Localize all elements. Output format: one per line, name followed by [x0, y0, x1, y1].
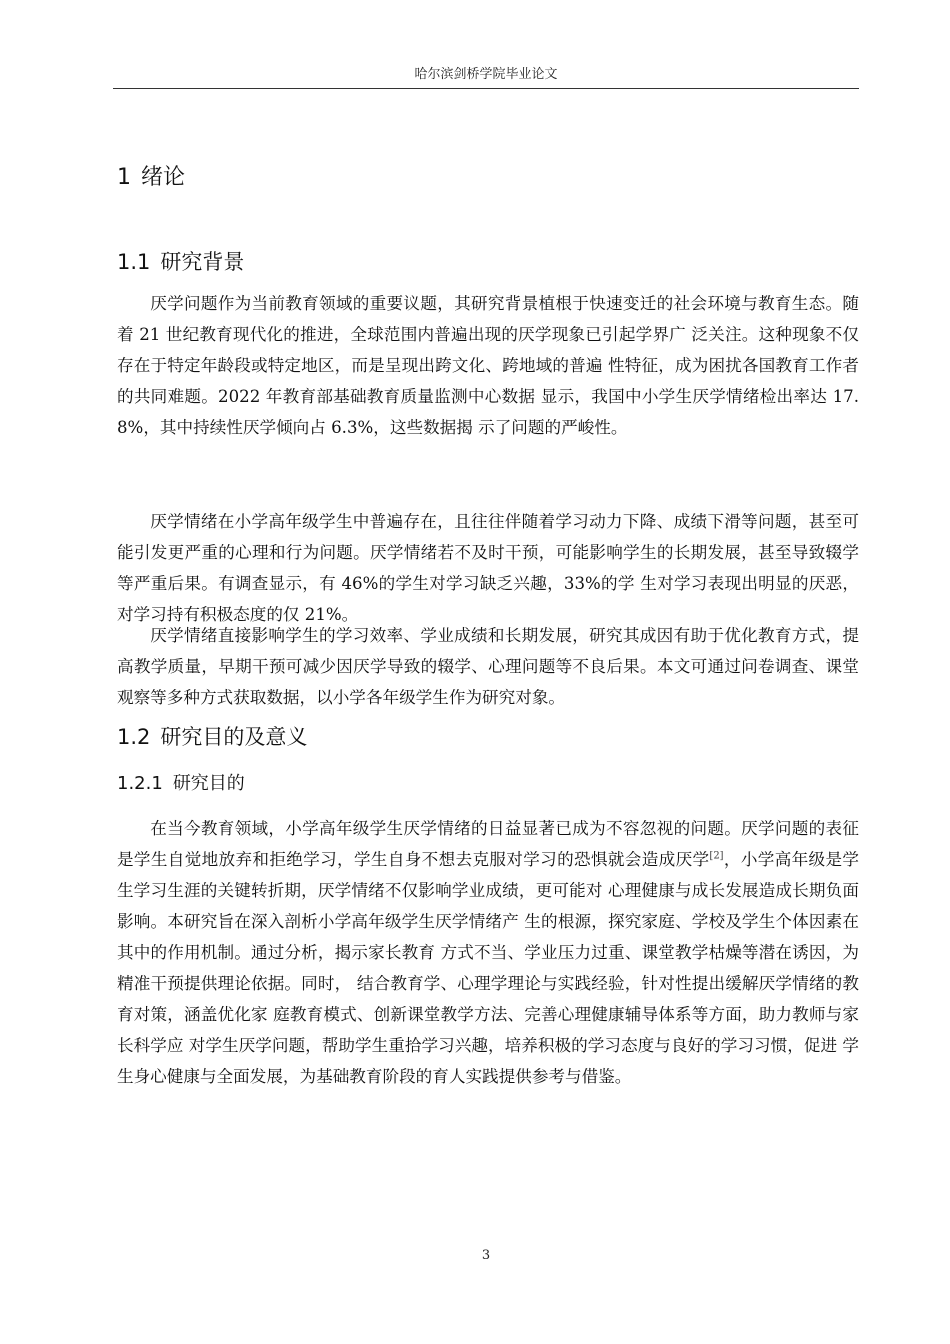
- page-number: 3: [481, 1248, 491, 1263]
- section-number: 1.1: [117, 250, 151, 274]
- chapter-title: 绪论: [141, 165, 186, 190]
- purpose-text-part-1: 在当今教育领域，小学高年级学生厌学情绪的日益显著已成为不容忽视的问题。厌学问题的表征是学生自觉地放弃和拒绝学习，学生自身不想去克服对学习的恐惧就会造成厌学: [117, 819, 859, 869]
- section-title: 研究背景: [160, 250, 245, 274]
- header-divider: [113, 88, 859, 89]
- subsection-heading-1-2-1: [117, 770, 245, 798]
- citation-reference[interactable]: [2]: [709, 850, 724, 862]
- section-heading-1-1: [117, 247, 244, 277]
- background-paragraph-2: 厌学情绪在小学高年级学生中普遍存在，且往往伴随着学习动力下降、成绩下滑等问题，甚至可能引发更严重的心理和行为问题。厌学情绪若不及时干预，可能影响学生的长期发展，甚至导致辍学等严重后果。有调查显示，有 46%的学生对学习缺乏兴趣，33%的学 生对学习表现出明显的厌恶，对学习持有积极态度的仅 21%。: [117, 512, 859, 624]
- chapter-number: 1: [117, 165, 131, 190]
- purpose-paragraph: [117, 813, 859, 1092]
- background-paragraph-1: 厌学问题作为当前教育领域的重要议题，其研究背景植根于快速变迁的社会环境与教育生态。随着 21 世纪教育现代化的推进，全球范围内普遍出现的厌学现象已引起学界广 泛关注。这种现象不仅存在于特定年龄段或特定地区，而是呈现出跨文化、跨地域的普遍 性特征，成为困扰各国教育工作者的共同难题。2022 年教育部基础教育质量监测中心数据 显示，我国中小学生厌学情绪检出率达 17.8%，其中持续性厌学倾向占 6.3%，这些数据揭 示了问题的严峻性。: [117, 294, 859, 437]
- section-heading-1-2: [117, 722, 307, 752]
- section-title: 研究目的及意义: [160, 725, 308, 749]
- chapter-heading: [117, 163, 185, 193]
- background-paragraph-3: 厌学情绪直接影响学生的学习效率、学业成绩和长期发展，研究其成因有助于优化教育方式，提高教学质量，早期干预可减少因厌学导致的辍学、心理问题等不良后果。本文可通过问卷调查、课堂观察等多种方式获取数据，以小学各年级学生作为研究对象。: [117, 626, 859, 707]
- subsection-title: 研究目的: [172, 773, 245, 794]
- purpose-text-part-2: ，小学高年级是学生学习生涯的关键转折期，厌学情绪不仅影响学业成绩，更可能对 心理健康与成长发展造成长期负面影响。本研究旨在深入剖析小学高年级学生厌学情绪产 生的根源，探究家庭、学校及学生个体因素在其中的作用机制。通过分析，揭示家长教育 方式不当、学业压力过重、课堂教学枯燥等潜在诱因，为精准干预提供理论依据。同时， 结合教育学、心理学理论与实践经验，针对性提出缓解厌学情绪的教育对策，涵盖优化家 庭教育模式、创新课堂教学方法、完善心理健康辅导体系等方面，助力教师与家长科学应 对学生厌学问题，帮助学生重拾学习兴趣，培养积极的学习态度与良好的学习习惯，促进 学生身心健康与全面发展，为基础教育阶段的育人实践提供参考与借鉴。: [117, 850, 860, 1086]
- running-header: 哈尔滨剑桥学院毕业论文: [414, 67, 558, 82]
- section-number: 1.2: [117, 725, 151, 749]
- subsection-number: 1.2.1: [117, 773, 163, 794]
